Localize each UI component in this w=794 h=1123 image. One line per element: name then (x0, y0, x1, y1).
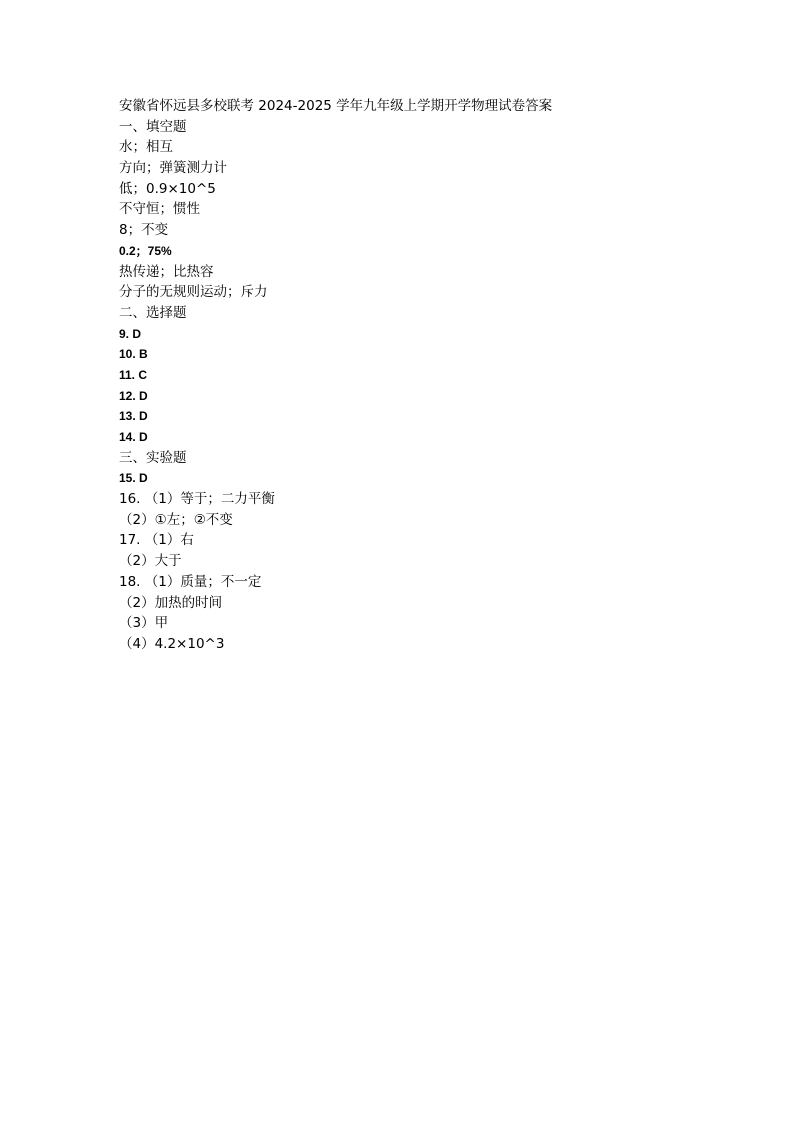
section-heading: 二、选择题 (119, 304, 187, 321)
answer-line: 14. D (119, 430, 148, 444)
answer-line: （2）大于 (119, 553, 182, 570)
answer-line: 0.2；75% (119, 243, 172, 258)
answer-line: 18. （1）质量；不一定 (119, 573, 262, 590)
answer-line: （2）①左；②不变 (119, 511, 233, 528)
answer-sheet (119, 96, 759, 655)
answer-line: 11. C (119, 367, 148, 382)
answer-line: 10. B (119, 347, 148, 362)
answer-line: 16. （1）等于；二力平衡 (119, 491, 275, 508)
answer-line: 方向；弹簧测力计 (119, 160, 227, 177)
answer-line: 9. D (119, 326, 142, 341)
answer-line: （3）甲 (119, 615, 169, 632)
answer-line: （2）加热的时间 (119, 594, 223, 611)
document-title: 安徽省怀远县多校联考 2024-2025 学年九年级上学期开学物理试卷答案 (119, 98, 553, 114)
answer-list (119, 117, 759, 655)
section-heading: 一、填空题 (119, 118, 187, 135)
answer-line: 不守恒；惯性 (119, 201, 200, 218)
answer-line: 17. （1）右 (119, 532, 194, 549)
answer-line: 分子的无规则运动；斥力 (119, 284, 268, 301)
answer-line: 12. D (119, 388, 148, 403)
answer-line: （4）4.2×10^3 (119, 635, 225, 652)
section-heading: 三、实验题 (119, 449, 187, 466)
answer-line: 15. D (119, 471, 148, 486)
answer-line: 13. D (119, 409, 148, 424)
answer-line: 热传递；比热容 (119, 263, 214, 280)
answer-line: 8；不变 (119, 222, 169, 239)
answer-line: 低；0.9×10^5 (119, 180, 216, 197)
answer-line: 水；相互 (119, 139, 173, 156)
